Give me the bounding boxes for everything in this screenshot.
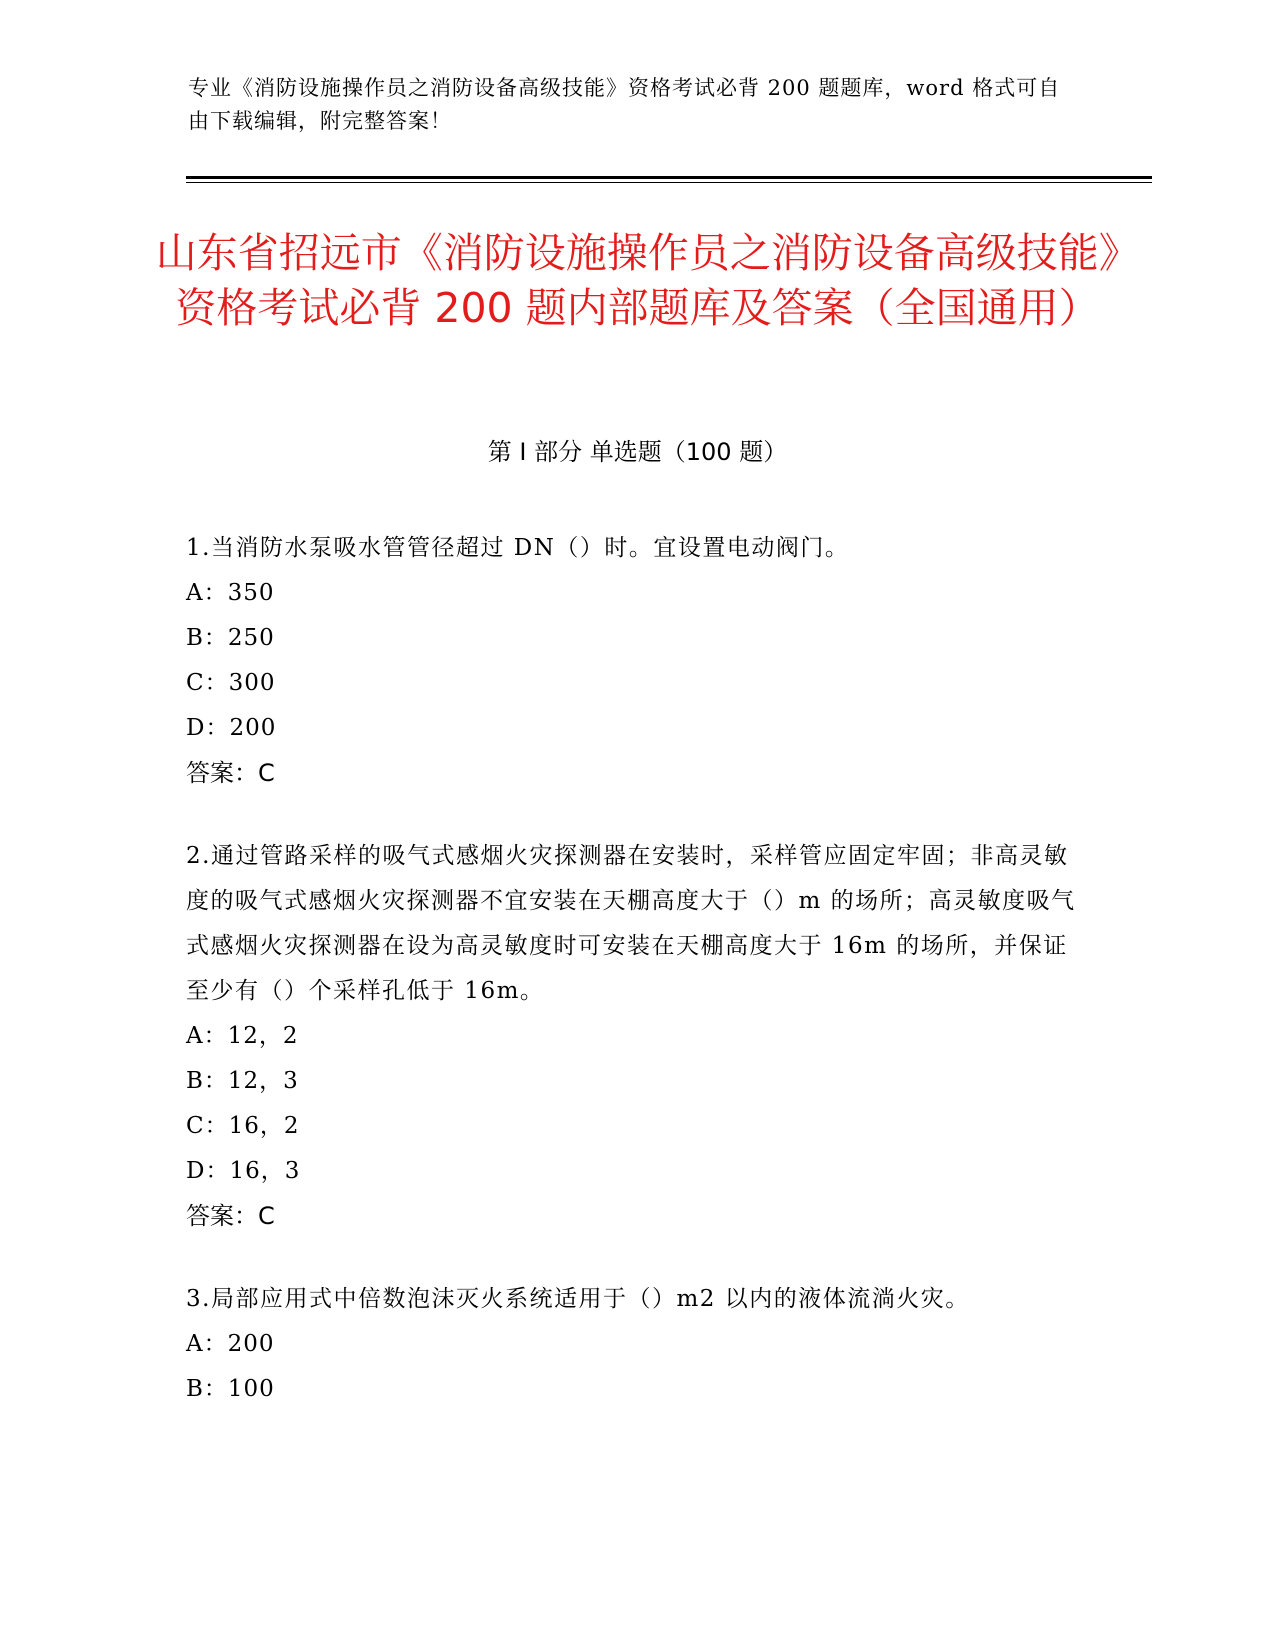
option-a: A：200 xyxy=(186,1331,275,1357)
question-2 xyxy=(186,834,1086,1239)
option-c: C：16，2 xyxy=(186,1113,300,1139)
answer: 答案：C xyxy=(186,1202,275,1230)
header-divider-thin xyxy=(186,182,1152,183)
option-d: D：200 xyxy=(186,715,277,741)
option-b: B：12，3 xyxy=(186,1068,299,1094)
header-note: 专业《消防设施操作员之消防设备高级技能》资格考试必背 200 题题库，word 格式可自由下载编辑，附完整答案！ xyxy=(188,76,1061,133)
document-title: 山东省招远市《消防设施操作员之消防设备高级技能》资格考试必背 200 题内部题库及答案（全国通用） xyxy=(155,229,1120,332)
section-heading: 第 I 部分 单选题（100 题） xyxy=(487,438,788,466)
option-d: D：16，3 xyxy=(186,1158,301,1184)
option-a: A：12，2 xyxy=(186,1023,299,1049)
header-divider xyxy=(186,176,1152,179)
option-c: C：300 xyxy=(186,670,276,696)
option-b: B：100 xyxy=(186,1376,275,1402)
question-3 xyxy=(186,1277,1086,1412)
answer: 答案：C xyxy=(186,759,275,787)
question-stem: 3.局部应用式中倍数泡沫灭火系统适用于（）m2 以内的液体流淌火灾。 xyxy=(186,1286,970,1312)
question-stem: 2.通过管路采样的吸气式感烟火灾探测器在安装时，采样管应固定牢固；非高灵敏度的吸气式感烟火灾探测器不宜安装在天棚高度大于（）m 的场所；高灵敏度吸气式感烟火灾探测器在设为高灵敏度时可安装在天棚高度大于 16m 的场所，并保证至少有（）个采样孔低于 16m。 xyxy=(186,843,1076,1004)
option-a: A：350 xyxy=(186,580,275,606)
option-b: B：250 xyxy=(186,625,275,651)
question-list xyxy=(186,526,1086,1450)
question-1 xyxy=(186,526,1086,796)
question-stem: 1.当消防水泵吸水管管径超过 DN（）时。宜设置电动阀门。 xyxy=(186,535,850,561)
